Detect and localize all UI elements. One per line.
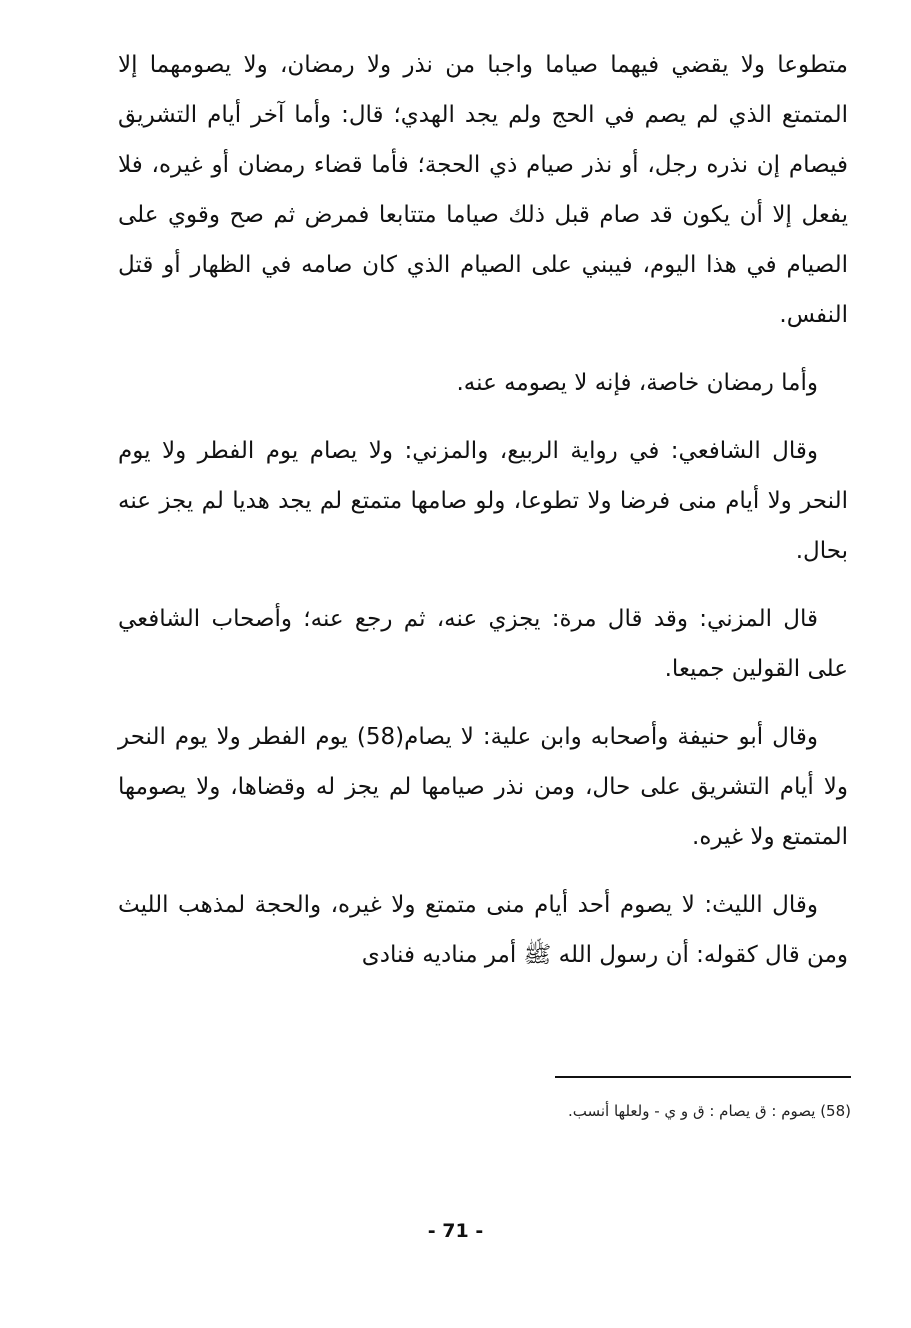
paragraph-4: قال المزني: وقد قال مرة: يجزي عنه، ثم رجع عنه؛ وأصحاب الشافعي على القولين جميعا.: [118, 606, 848, 682]
footnote: (58) يصوم : ق يصام : ق و ي - ولعلها أنسب.: [567, 1102, 851, 1120]
paragraph-2: وأما رمضان خاصة، فإنه لا يصومه عنه.: [456, 370, 818, 396]
footnote-divider: [555, 1076, 851, 1078]
paragraph-6: وقال الليث: لا يصوم أحد أيام منى متمتع ولا غيره، والحجة لمذهب الليث ومن قال كقوله: أن رسول الله ﷺ أمر مناديه فنادى: [118, 892, 848, 968]
paragraph-1: متطوعا ولا يقضي فيهما صياما واجبا من نذر ولا رمضان، ولا يصومهما إلا المتمتع الذي لم يصم في الحج ولم يجد الهدي؛ قال: وأما آخر أيام التشريق فيصام إن نذره رجل، أو نذر صيام ذي الحجة؛ فأما قضاء رمضان أو غيره، فلا يفعل إلا أن يكون قد صام قبل ذلك صياما متتابعا فمرض ثم صح وقوي على الصيام في هذا اليوم، فيبني على الصيام الذي كان صامه في الظهار أو قتل النفس.: [118, 52, 848, 328]
paragraph-3: وقال الشافعي: في رواية الربيع، والمزني: ولا يصام يوم الفطر ولا يوم النحر ولا أيام منى فرضا ولا تطوعا، ولو صامها متمتع لم يجد هديا لم يجز عنه بحال.: [118, 438, 848, 564]
paragraph-5: وقال أبو حنيفة وأصحابه وابن علية: لا يصام(58) يوم الفطر ولا يوم النحر ولا أيام التشريق على حال، ومن نذر صيامها لم يجز له وقضاها، ولا يصومها المتمتع ولا غيره.: [118, 724, 848, 850]
main-text: [118, 40, 848, 998]
page-number: - 71 -: [427, 1220, 484, 1242]
